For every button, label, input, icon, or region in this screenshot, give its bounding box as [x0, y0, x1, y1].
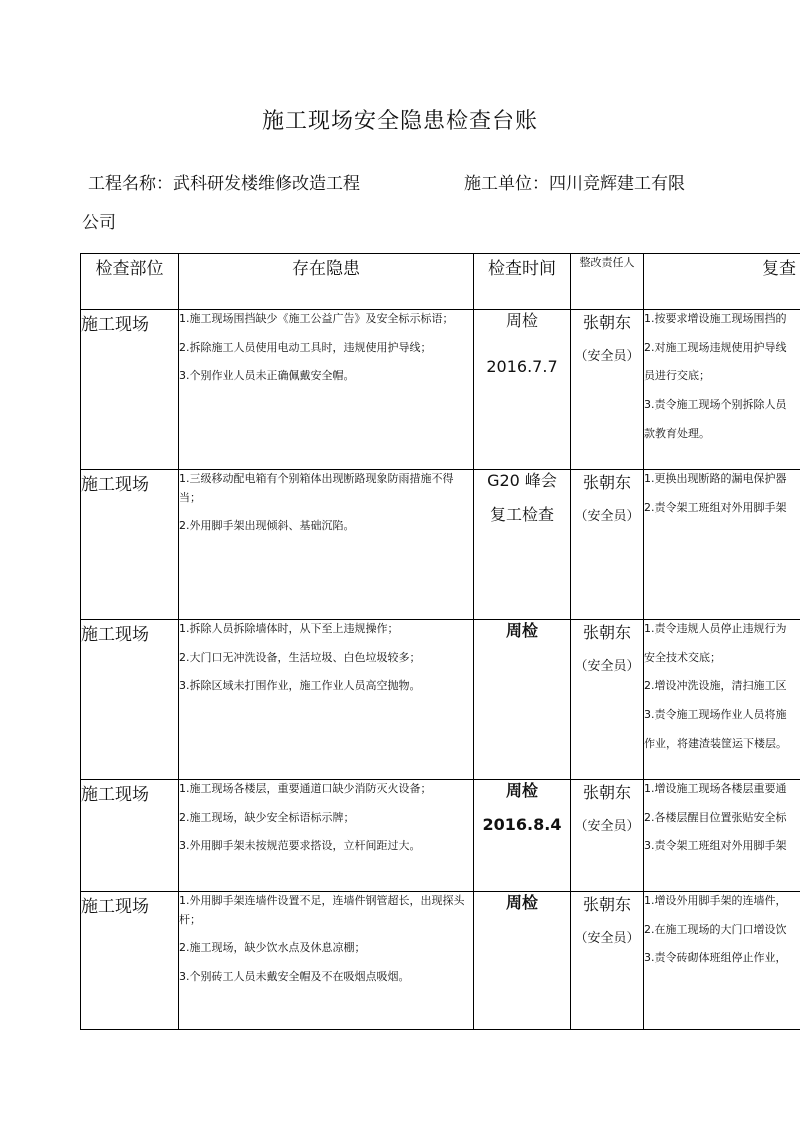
cell-review [644, 310, 800, 470]
inspection-ledger-table [80, 253, 800, 1030]
check-type: G20 峰会 [487, 471, 557, 490]
table-row [81, 892, 800, 1030]
cell-time [474, 310, 571, 470]
review-item: 1.按要求增设施工现场围挡的 [644, 312, 787, 325]
hazard-item: 1.外用脚手架连墙件设置不足，连墙件钢管超长，出现探头杆； [179, 894, 465, 926]
hazard-item: 3.个别作业人员未正确佩戴安全帽。 [179, 369, 355, 383]
hazard-item: 3.拆除区域未打围作业，施工作业人员高空抛物。 [179, 679, 421, 693]
contractor-name-continued: 公司 [82, 213, 116, 233]
review-item: 3.责令施工现场个别拆除人员 [644, 398, 787, 412]
cell-hazards [179, 892, 474, 1030]
review-item: 2.增设冲洗设施，清扫施工区 [644, 679, 787, 693]
cell-review [644, 780, 800, 892]
review-item: 2.责令架工班组对外用脚手架 [644, 500, 787, 514]
hazard-item: 2.施工现场，缺少饮水点及休息凉棚； [179, 941, 366, 955]
header-time: 检查时间 [474, 254, 571, 310]
responsible-name: 张朝东 [582, 473, 631, 492]
table-header-row [81, 254, 800, 310]
check-type: 周检 [505, 621, 538, 640]
hazard-item: 2.大门口无冲洗设备，生活垃圾、白色垃圾较多； [179, 650, 421, 664]
table-row [81, 470, 800, 620]
responsible-name: 张朝东 [582, 623, 631, 642]
hazard-item: 1.施工现场围挡缺少《施工公益广告》及安全标示标语； [179, 312, 454, 325]
page-title: 施工现场安全隐患检查台账 [261, 109, 538, 134]
cell-hazards [179, 310, 474, 470]
review-item: 1.增设外用脚手架的连墙件， [644, 894, 787, 907]
review-item: 3.责令砖砌体班组停止作业， [644, 951, 787, 965]
cell-location: 施工现场 [81, 310, 179, 470]
cell-location: 施工现场 [81, 780, 179, 892]
review-item: 2.对施工现场违规使用护导线 [644, 340, 787, 354]
cell-review [644, 620, 800, 780]
header-location: 检查部位 [81, 254, 179, 310]
cell-review [644, 892, 800, 1030]
hazard-item: 1.三级移动配电箱有个别箱体出现断路现象防雨措施不得当； [179, 472, 454, 504]
check-type: 周检 [505, 311, 538, 330]
cell-responsible [571, 620, 644, 780]
hazard-item: 2.施工现场，缺少安全标语标示牌； [179, 810, 355, 824]
review-item: 2.各楼层醒目位置张贴安全标 [644, 810, 787, 824]
review-item: 1.增设施工现场各楼层重要通 [644, 782, 787, 795]
cell-location: 施工现场 [81, 892, 179, 1030]
hazard-item: 3.外用脚手架未按规范要求搭设，立杆间距过大。 [179, 839, 421, 853]
table-row [81, 620, 800, 780]
cell-responsible [571, 470, 644, 620]
check-type: 周检 [505, 781, 538, 800]
responsible-name: 张朝东 [582, 313, 631, 332]
header-responsible: 整改责任人 [571, 254, 644, 310]
review-item: 作业，将建渣装筐运下楼层。 [644, 736, 787, 750]
review-item: 1.责令违规人员停止违规行为 [644, 622, 787, 635]
cell-time [474, 620, 571, 780]
hazard-item: 3.个别砖工人员未戴安全帽及不在吸烟点吸烟。 [179, 970, 410, 984]
check-type: 周检 [505, 893, 538, 912]
header-hazards: 存在隐患 [179, 254, 474, 310]
table-row [81, 780, 800, 892]
responsible-role: （安全员） [574, 509, 640, 524]
cell-hazards [179, 620, 474, 780]
contractor-name: 施工单位：四川竞辉建工有限 [464, 174, 685, 194]
hazard-item: 1.施工现场各楼层，重要通道口缺少消防灭火设备； [179, 782, 432, 795]
review-item: 3.责令施工现场作业人员将施 [644, 708, 787, 722]
cell-responsible [571, 780, 644, 892]
review-item: 安全技术交底； [644, 650, 721, 664]
responsible-name: 张朝东 [582, 895, 631, 914]
responsible-name: 张朝东 [582, 783, 631, 802]
cell-responsible [571, 892, 644, 1030]
cell-time [474, 470, 571, 620]
cell-hazards [179, 470, 474, 620]
cell-time [474, 780, 571, 892]
responsible-role: （安全员） [574, 659, 640, 674]
review-item: 3.责令架工班组对外用脚手架 [644, 839, 787, 853]
cell-time [474, 892, 571, 1030]
cell-responsible [571, 310, 644, 470]
review-item: 2.在施工现场的大门口增设饮 [644, 922, 787, 936]
responsible-role: （安全员） [574, 931, 640, 946]
hazard-item: 1.拆除人员拆除墙体时，从下至上违规操作； [179, 622, 399, 635]
review-item: 员进行交底； [644, 369, 710, 383]
hazard-item: 2.拆除施工人员使用电动工具时，违规使用护导线； [179, 340, 432, 354]
header-review: 复查 [644, 254, 800, 310]
project-name: 工程名称：武科研发楼维修改造工程 [88, 174, 360, 194]
hazard-item: 2.外用脚手架出现倾斜、基础沉陷。 [179, 519, 355, 533]
review-item: 款教育处理。 [644, 426, 710, 440]
review-item: 1.更换出现断路的漏电保护器 [644, 472, 787, 485]
check-date: 2016.8.4 [482, 815, 562, 835]
table-row [81, 310, 800, 470]
responsible-role: （安全员） [574, 819, 640, 834]
cell-location: 施工现场 [81, 620, 179, 780]
cell-location: 施工现场 [81, 470, 179, 620]
responsible-role: （安全员） [574, 349, 640, 364]
check-date: 2016.7.7 [486, 357, 558, 377]
cell-hazards [179, 780, 474, 892]
cell-review [644, 470, 800, 620]
check-date: 复工检查 [489, 505, 554, 525]
